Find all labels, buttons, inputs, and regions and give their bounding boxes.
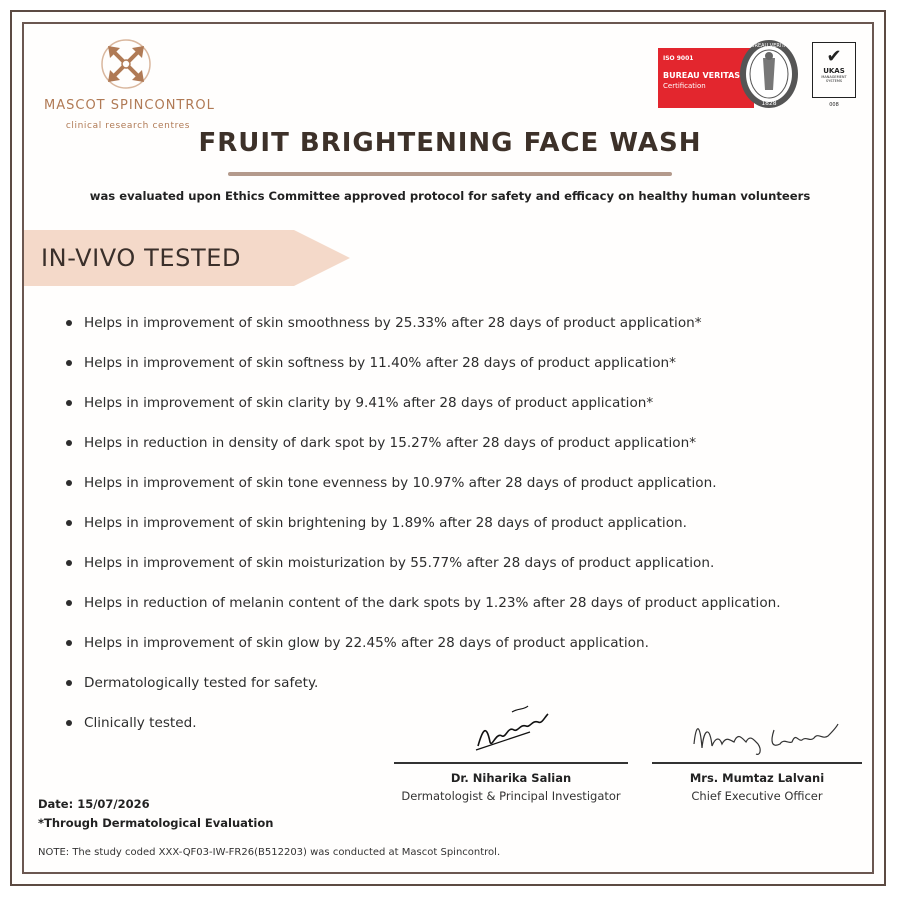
- list-item: Helps in improvement of skin moisturization by 55.77% after 28 days of product application.: [62, 553, 781, 593]
- signatory-name: Mrs. Mumtaz Lalvani: [689, 771, 825, 785]
- list-item: Dermatologically tested for safety.: [62, 673, 781, 713]
- list-item: Helps in improvement of skin tone evenness by 10.97% after 28 days of product application.: [62, 473, 781, 513]
- signature-line: [652, 762, 862, 764]
- in-vivo-banner-text: IN-VIVO TESTED: [41, 244, 242, 272]
- evaluation-statement: was evaluated upon Ethics Committee approved protocol for safety and efficacy on healthy human volunteers: [89, 189, 811, 203]
- iso-label: ISO 9001: [663, 55, 694, 62]
- title-underline: [228, 172, 672, 176]
- certificate-date: Date: 15/07/2026: [38, 797, 150, 811]
- brand-tagline: clinical research centres: [65, 121, 191, 131]
- claims-list: [62, 313, 781, 753]
- brand-name: MASCOT SPINCONTROL: [44, 98, 215, 113]
- check-mark-icon: ✔: [826, 46, 842, 67]
- bureau-veritas-seal-icon: [738, 38, 800, 110]
- list-item: Helps in reduction in density of dark spot by 15.27% after 28 days of product application*: [62, 433, 781, 473]
- seal-year-text: 1828: [761, 100, 777, 107]
- signatory-role: Dermatologist & Principal Investigator: [401, 789, 621, 803]
- signature-salian-icon: [472, 702, 552, 754]
- ukas-sub-2: SYSTEMS: [825, 79, 843, 83]
- list-item: Helps in improvement of skin softness by 11.40% after 28 days of product application*: [62, 353, 781, 393]
- ukas-sub-1: MANAGEMENT: [821, 75, 847, 79]
- ukas-name: UKAS: [823, 67, 845, 75]
- seal-top-text: BUREAU VERITAS: [747, 43, 791, 49]
- list-item: Helps in reduction of melanin content of the dark spots by 1.23% after 28 days of product application.: [62, 593, 781, 633]
- signatory-role: Chief Executive Officer: [691, 789, 823, 803]
- list-item: Helps in improvement of skin brightening by 1.89% after 28 days of product application.: [62, 513, 781, 553]
- certification-label: Certification: [663, 82, 706, 90]
- list-item: Clinically tested.: [62, 713, 781, 753]
- study-note: NOTE: The study coded XXX-QF03-IW-FR26(B512203) was conducted at Mascot Spincontrol.: [38, 847, 501, 858]
- list-item: Helps in improvement of skin glow by 22.45% after 28 days of product application.: [62, 633, 781, 673]
- signatory-name: Dr. Niharika Salian: [450, 771, 572, 785]
- list-item: Helps in improvement of skin smoothness by 25.33% after 28 days of product application*: [62, 313, 781, 353]
- certifier-name: BUREAU VERITAS: [663, 71, 741, 80]
- evaluation-footnote: *Through Dermatological Evaluation: [38, 816, 274, 830]
- ukas-code: 008: [829, 102, 839, 108]
- list-item: Helps in improvement of skin clarity by 9.41% after 28 days of product application*: [62, 393, 781, 433]
- signature-lalvani-icon: [690, 714, 840, 760]
- signature-line: [394, 762, 628, 764]
- arrows-cross-logo-icon: [100, 38, 152, 90]
- ukas-badge: [812, 42, 856, 98]
- product-title: FRUIT BRIGHTENING FACE WASH: [198, 128, 702, 158]
